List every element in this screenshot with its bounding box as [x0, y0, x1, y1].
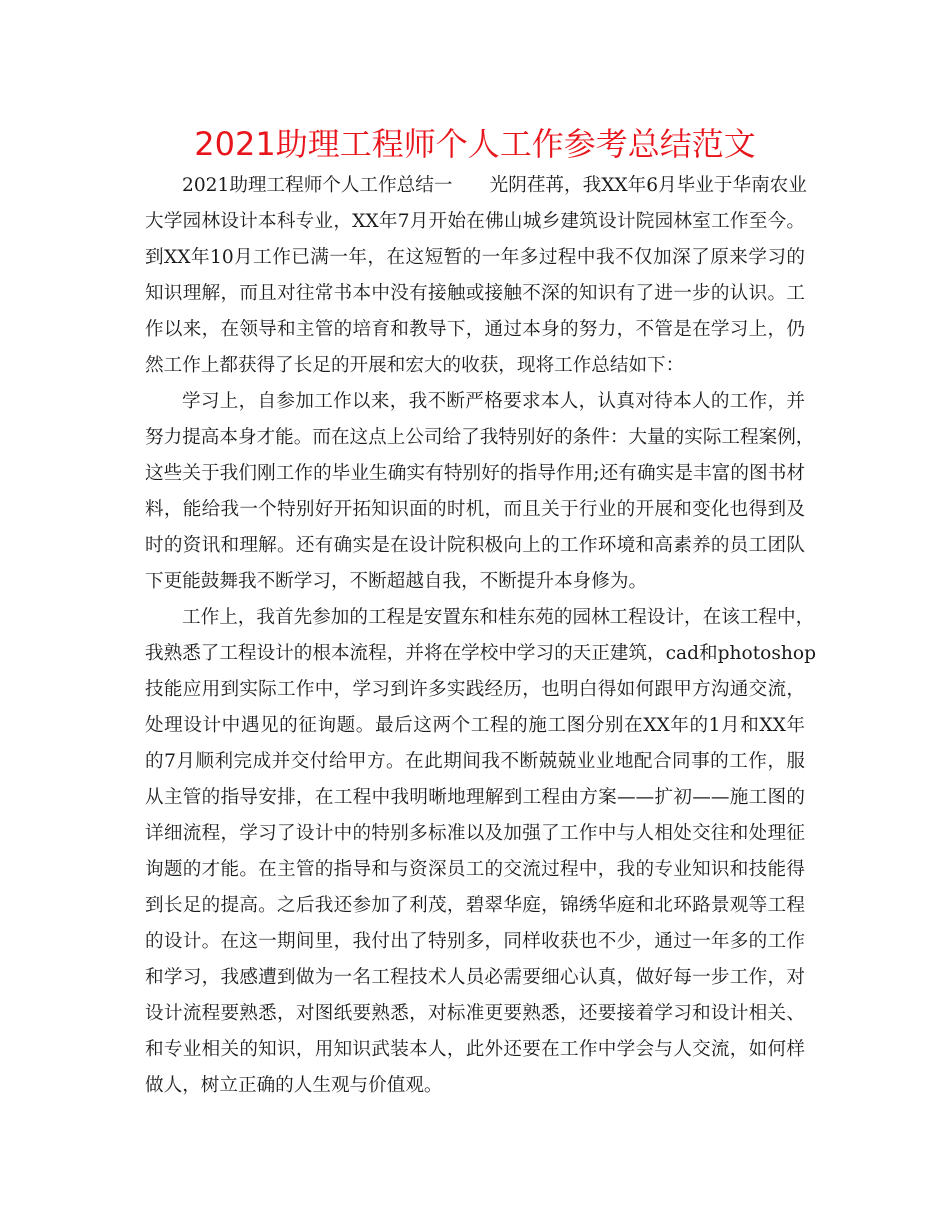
text-line: 到XX年10月工作已满一年，在这短暂的一年多过程中我不仅加深了原来学习的	[145, 247, 805, 268]
text-line: 作以来，在领导和主管的培育和教导下，通过本身的努力，不管是在学习上，仍	[145, 319, 805, 340]
text-line: 详细流程，学习了设计中的特别多标准以及加强了工作中与人相处交往和处理征	[145, 823, 805, 844]
text-line: 处理设计中遇见的征询题。最后这两个工程的施工图分别在XX年的1月和XX年	[145, 715, 805, 736]
paragraph-work	[145, 600, 816, 1104]
text-line: 时的资讯和理解。还有确实是在设计院积极向上的工作环境和高素养的员工团队	[145, 535, 805, 556]
paragraph-intro	[145, 168, 805, 384]
document-title: 2021助理工程师个人工作参考总结范文	[194, 125, 756, 163]
text-line: 努力提高本身才能。而在这点上公司给了我特别好的条件：大量的实际工程案例，	[145, 427, 815, 448]
text-line: 大学园林设计本科专业，XX年7月开始在佛山城乡建筑设计院园林室工作至今。	[145, 211, 805, 232]
text-line: 料，能给我一个特别好开拓知识面的时机，而且关于行业的开展和变化也得到及	[145, 499, 805, 520]
text-line: 询题的才能。在主管的指导和与资深员工的交流过程中，我的专业知识和技能得	[145, 859, 805, 880]
text-line: 的7月顺利完成并交付给甲方。在此期间我不断兢兢业业地配合同事的工作，服	[145, 751, 805, 772]
text-line: 知识理解，而且对往常书本中没有接触或接触不深的知识有了进一步的认识。工	[145, 283, 805, 304]
text-line: 学习上，自参加工作以来，我不断严格要求本人，认真对待本人的工作，并	[182, 391, 805, 412]
text-line: 和专业相关的知识，用知识武装本人，此外还要在工作中学会与人交流，如何样	[145, 1039, 805, 1060]
text-line: 到长足的提高。之后我还参加了利茂，碧翠华庭，锦绣华庭和北环路景观等工程	[145, 895, 805, 916]
text-line: 做人，树立正确的人生观与价值观。	[145, 1075, 443, 1096]
text-line: 设计流程要熟悉，对图纸要熟悉，对标准更要熟悉，还要接着学习和设计相关、	[145, 1003, 805, 1024]
document-body	[145, 168, 816, 1104]
text-line: 和学习，我感遭到做为一名工程技术人员必需要细心认真，做好每一步工作，对	[145, 967, 805, 988]
text-line: 这些关于我们刚工作的毕业生确实有特别好的指导作用;还有确实是丰富的图书材	[145, 463, 805, 484]
text-line: 技能应用到实际工作中，学习到许多实践经历，也明白得如何跟甲方沟通交流，	[145, 679, 805, 700]
text-line: 的设计。在这一期间里，我付出了特别多，同样收获也不少，通过一年多的工作	[145, 931, 805, 952]
text-line: 从主管的指导安排，在工程中我明晰地理解到工程由方案——扩初——施工图的	[145, 787, 805, 808]
text-line: 然工作上都获得了长足的开展和宏大的收获，现将工作总结如下：	[145, 355, 685, 376]
paragraph-study	[145, 384, 815, 600]
text-line: 2021助理工程师个人工作总结一 光阴荏苒，我XX年6月毕业于华南农业	[182, 175, 807, 196]
text-line: 下更能鼓舞我不断学习，不断超越自我，不断提升本身修为。	[145, 571, 648, 592]
text-line: 我熟悉了工程设计的根本流程，并将在学校中学习的天正建筑，cad和photoshop	[145, 643, 816, 664]
text-line: 工作上，我首先参加的工程是安置东和桂东苑的园林工程设计，在该工程中，	[182, 607, 815, 628]
